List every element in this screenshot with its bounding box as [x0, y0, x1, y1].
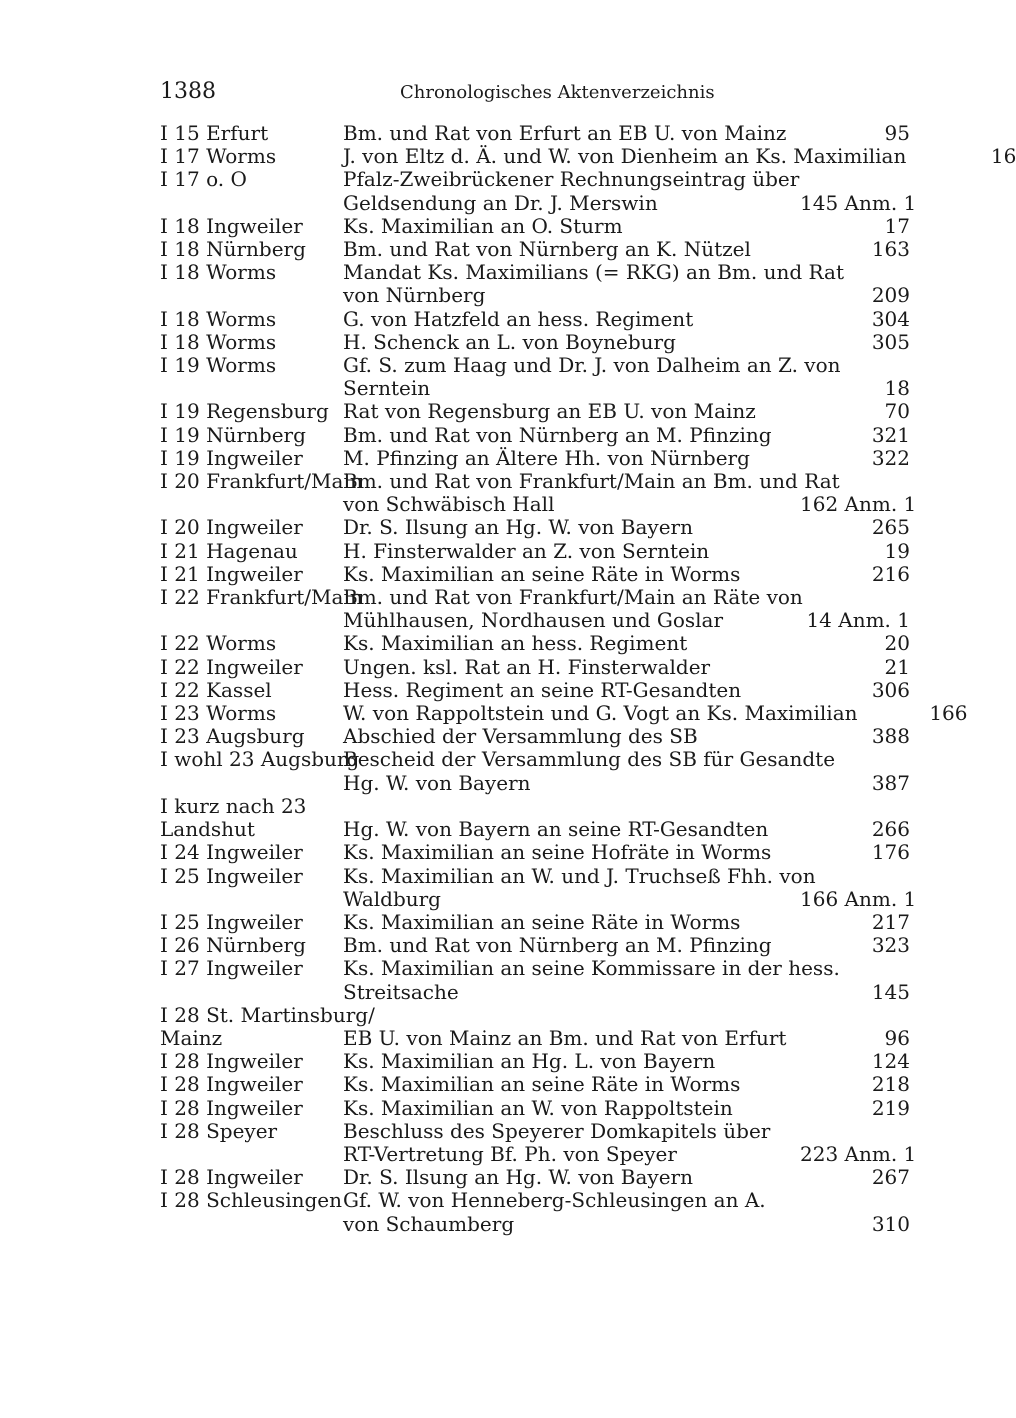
entry-description: M. Pfinzing an Ältere Hh. von Nürnberg: [343, 445, 750, 470]
entry-reference-number: 19: [884, 538, 910, 563]
register-line: [160, 679, 910, 702]
entry-reference-number: 323: [871, 933, 910, 958]
register-line: [160, 1189, 910, 1212]
entry-description: Gf. S. zum Haag und Dr. J. von Dalheim an Z. von: [343, 353, 841, 378]
entry-date-place: [160, 1143, 343, 1166]
entry-description: Bm. und Rat von Nürnberg an K. Nützel: [343, 237, 751, 262]
register-line: [160, 540, 910, 563]
entry-description: Abschied der Versammlung des SB: [343, 724, 698, 749]
entry-reference-number: 21: [884, 654, 910, 679]
entry-date-place: I wohl 23 Augsburg: [160, 747, 360, 772]
entry-description: Gf. W. von Henneberg-Schleusingen an A.: [343, 1188, 766, 1213]
entry-reference-number: 18: [884, 376, 910, 401]
entry-date-place: [160, 1213, 343, 1236]
entry-date-place: I 28 Ingweiler: [160, 1165, 303, 1190]
entry-description: Hg. W. von Bayern an seine RT-Gesandten: [343, 817, 769, 842]
entry-description: Geldsendung an Dr. J. Merswin: [343, 190, 658, 215]
register-line: [160, 447, 910, 470]
entry-reference-number: 145 Anm. 1: [800, 190, 917, 215]
entry-date-place: I 28 St. Martinsburg/: [160, 1002, 375, 1027]
entry-description: Beschluss des Speyerer Domkapitels über: [343, 1118, 771, 1143]
register-line: [160, 190, 917, 215]
entry-reference-number: [835, 748, 945, 771]
entry-date-place: [160, 284, 343, 307]
entry-reference-number: 14 Anm. 1: [806, 608, 910, 633]
entry-date-place: Mainz: [160, 1025, 223, 1050]
register-line: [160, 934, 910, 957]
register-line: [160, 492, 917, 517]
entry-date-place: I 26 Nürnberg: [160, 933, 306, 958]
entry-reference-number: 166: [929, 701, 968, 726]
register-line: [160, 354, 910, 377]
entry-description: G. von Hatzfeld an hess. Regiment: [343, 306, 694, 331]
register-line: [160, 656, 910, 679]
register-line: [160, 215, 910, 238]
entry-reference-number: [800, 1004, 910, 1027]
entry-description: EB U. von Mainz an Bm. und Rat von Erfurt: [343, 1025, 787, 1050]
entry-reference-number: [840, 470, 950, 493]
entry-description: J. von Eltz d. Ä. und W. von Dienheim an Ks. Maximilian: [343, 144, 907, 169]
register-line: [160, 886, 917, 911]
entry-reference-number: [840, 957, 950, 980]
entry-reference-number: 166 Anm. 1: [800, 886, 917, 911]
register-line: [160, 284, 910, 307]
entry-reference-number: 265: [871, 515, 910, 540]
entry-description: Ks. Maximilian an seine Räte in Worms: [343, 909, 741, 934]
register-line: [160, 1213, 910, 1236]
register-line: [160, 122, 910, 145]
register-line: [160, 261, 910, 284]
register-line: [160, 632, 910, 655]
entry-reference-number: 163: [871, 237, 910, 262]
entry-date-place: I 22 Worms: [160, 631, 277, 656]
entry-date-place: I 17 Worms: [160, 144, 277, 169]
entry-description: [343, 1004, 800, 1027]
register-line: [160, 865, 910, 888]
entry-reference-number: 176: [871, 840, 910, 865]
register-line: [160, 701, 968, 726]
entry-date-place: [160, 192, 343, 215]
entry-reference-number: 16: [990, 144, 1016, 169]
register-line: [160, 1073, 910, 1096]
entry-reference-number: 266: [871, 817, 910, 842]
entry-date-place: I 18 Ingweiler: [160, 213, 303, 238]
register-line: [160, 1097, 910, 1120]
entry-description: Ks. Maximilian an Hg. L. von Bayern: [343, 1049, 716, 1074]
register-line: [160, 516, 910, 539]
entry-reference-number: 387: [871, 770, 910, 795]
register-line: [160, 1004, 910, 1027]
register-line: [160, 725, 910, 748]
entry-description: Dr. S. Ilsung an Hg. W. von Bayern: [343, 1165, 693, 1190]
entry-reference-number: 322: [871, 445, 910, 470]
register-line: [160, 911, 910, 934]
register-line: [160, 1120, 910, 1143]
entry-description: Bm. und Rat von Nürnberg an M. Pfinzing: [343, 933, 772, 958]
register-line: [160, 400, 910, 423]
entry-reference-number: 321: [871, 422, 910, 447]
running-title: Chronologisches Aktenverzeichnis: [400, 82, 715, 103]
entry-description: Ks. Maximilian an O. Sturm: [343, 213, 623, 238]
register-line: [160, 1141, 917, 1166]
entry-description: H. Schenck an L. von Boyneburg: [343, 329, 676, 354]
entry-date-place: I 20 Ingweiler: [160, 515, 303, 540]
entry-reference-number: 223 Anm. 1: [800, 1141, 917, 1166]
entry-description: Bm. und Rat von Frankfurt/Main an Räte von: [343, 585, 803, 610]
entry-reference-number: 145: [871, 979, 910, 1004]
entry-description: von Nürnberg: [343, 283, 486, 308]
entry-description: Ks. Maximilian an seine Räte in Worms: [343, 561, 741, 586]
page-number: 1388: [160, 79, 216, 104]
entry-date-place: [160, 609, 343, 632]
entry-date-place: I 25 Ingweiler: [160, 909, 303, 934]
entry-reference-number: [841, 354, 951, 377]
register-line: [160, 1027, 910, 1050]
entry-reference-number: [800, 1120, 910, 1143]
entry-description: Dr. S. Ilsung an Hg. W. von Bayern: [343, 515, 693, 540]
entry-date-place: [160, 493, 343, 516]
entry-date-place: I 28 Ingweiler: [160, 1049, 303, 1074]
entry-description: Ks. Maximilian an seine Räte in Worms: [343, 1072, 741, 1097]
register-line: [160, 609, 910, 632]
entry-date-place: I kurz nach 23: [160, 793, 307, 818]
entry-date-place: [160, 888, 343, 911]
entry-reference-number: [844, 261, 954, 284]
entry-reference-number: 70: [884, 399, 910, 424]
entry-date-place: I 24 Ingweiler: [160, 840, 303, 865]
entry-description: Waldburg: [343, 886, 441, 911]
entry-description: Streitsache: [343, 979, 459, 1004]
entry-date-place: I 19 Ingweiler: [160, 445, 303, 470]
entry-reference-number: 304: [871, 306, 910, 331]
entry-date-place: I 23 Worms: [160, 701, 277, 726]
entry-description: Bescheid der Versammlung des SB für Gesandte: [343, 747, 836, 772]
entry-description: Ks. Maximilian an seine Kommissare in der hess.: [343, 956, 840, 981]
entry-reference-number: 388: [871, 724, 910, 749]
register-line: [160, 748, 910, 771]
entry-description: Rat von Regensburg an EB U. von Mainz: [343, 399, 756, 424]
entry-description: Bm. und Rat von Erfurt an EB U. von Mainz: [343, 121, 787, 145]
entry-description: W. von Rappoltstein und G. Vogt an Ks. Maximilian: [343, 701, 858, 726]
entry-reference-number: 217: [871, 909, 910, 934]
register-line: [160, 470, 910, 493]
entry-date-place: I 18 Worms: [160, 306, 277, 331]
entry-description: Ks. Maximilian an W. und J. Truchseß Fhh. von: [343, 863, 816, 888]
register-line: [160, 957, 910, 980]
entry-date-place: I 28 Ingweiler: [160, 1072, 303, 1097]
register-line: [160, 1050, 910, 1073]
entry-description: Pfalz-Zweibrückener Rechnungseintrag über: [343, 167, 800, 192]
entry-reference-number: 216: [871, 561, 910, 586]
entry-description: Ks. Maximilian an W. von Rappoltstein: [343, 1095, 733, 1120]
entry-reference-number: 305: [871, 329, 910, 354]
entry-description: Hg. W. von Bayern: [343, 770, 531, 795]
entry-date-place: I 21 Ingweiler: [160, 561, 303, 586]
register-line: [160, 795, 910, 818]
entry-date-place: [160, 772, 343, 795]
entry-description: Ks. Maximilian an hess. Regiment: [343, 631, 688, 656]
entry-reference-number: [803, 586, 913, 609]
entry-date-place: I 19 Nürnberg: [160, 422, 306, 447]
register-line: [160, 563, 910, 586]
chronological-register: [160, 121, 1016, 1236]
entry-description: RT-Vertretung Bf. Ph. von Speyer: [343, 1141, 677, 1166]
entry-date-place: Landshut: [160, 817, 255, 842]
entry-reference-number: [816, 865, 926, 888]
entry-reference-number: 310: [871, 1211, 910, 1236]
register-line: [160, 144, 1016, 169]
register-line: [160, 772, 910, 795]
entry-description: [343, 795, 800, 818]
register-line: [160, 331, 910, 354]
entry-description: Hess. Regiment an seine RT-Gesandten: [343, 677, 742, 702]
entry-description: Ks. Maximilian an seine Hofräte in Worms: [343, 840, 772, 865]
entry-description: Bm. und Rat von Nürnberg an M. Pfinzing: [343, 422, 772, 447]
register-line: [160, 1166, 910, 1189]
entry-reference-number: 124: [871, 1049, 910, 1074]
entry-reference-number: 218: [871, 1072, 910, 1097]
entry-date-place: I 18 Worms: [160, 260, 277, 285]
register-line: [160, 586, 910, 609]
entry-reference-number: 17: [884, 213, 910, 238]
entry-reference-number: 219: [871, 1095, 910, 1120]
register-line: [160, 238, 910, 261]
entry-date-place: I 23 Augsburg: [160, 724, 305, 749]
entry-date-place: I 19 Worms: [160, 353, 277, 378]
entry-date-place: I 25 Ingweiler: [160, 863, 303, 888]
entry-date-place: I 18 Nürnberg: [160, 237, 306, 262]
entry-date-place: I 22 Kassel: [160, 677, 272, 702]
register-line: [160, 308, 910, 331]
entry-reference-number: 306: [871, 677, 910, 702]
entry-date-place: I 19 Regensburg: [160, 399, 329, 424]
entry-description: von Schwäbisch Hall: [343, 492, 555, 517]
entry-description: Ungen. ksl. Rat an H. Finsterwalder: [343, 654, 711, 679]
register-line: [160, 818, 910, 841]
entry-reference-number: 96: [884, 1025, 910, 1050]
entry-date-place: I 22 Frankfurt/Main: [160, 585, 363, 610]
entry-date-place: I 15 Erfurt: [160, 121, 269, 145]
entry-date-place: I 20 Frankfurt/Main: [160, 469, 363, 494]
entry-date-place: I 28 Speyer: [160, 1118, 278, 1143]
entry-date-place: I 28 Schleusingen: [160, 1188, 343, 1213]
entry-reference-number: 20: [884, 631, 910, 656]
entry-description: von Schaumberg: [343, 1211, 515, 1236]
entry-date-place: [160, 377, 343, 400]
entry-reference-number: [800, 168, 910, 191]
entry-date-place: [160, 981, 343, 1004]
register-line: [160, 168, 910, 191]
entry-reference-number: 95: [884, 121, 910, 145]
entry-date-place: I 27 Ingweiler: [160, 956, 303, 981]
entry-reference-number: 162 Anm. 1: [800, 492, 917, 517]
entry-description: Mandat Ks. Maximilians (= RKG) an Bm. und Rat: [343, 260, 844, 285]
register-line: [160, 424, 910, 447]
entry-date-place: I 28 Ingweiler: [160, 1095, 303, 1120]
register-line: [160, 981, 910, 1004]
entry-description: Bm. und Rat von Frankfurt/Main an Bm. und Rat: [343, 469, 840, 494]
entry-date-place: I 18 Worms: [160, 329, 277, 354]
entry-description: Mühlhausen, Nordhausen und Goslar: [343, 608, 724, 633]
entry-description: H. Finsterwalder an Z. von Serntein: [343, 538, 710, 563]
entry-reference-number: [800, 795, 910, 818]
entry-date-place: I 21 Hagenau: [160, 538, 298, 563]
entry-reference-number: [800, 1189, 910, 1212]
entry-date-place: I 22 Ingweiler: [160, 654, 303, 679]
entry-date-place: I 17 o. O: [160, 167, 247, 192]
entry-reference-number: 267: [871, 1165, 910, 1190]
register-line: [160, 841, 910, 864]
register-line: [160, 377, 910, 400]
entry-reference-number: 209: [871, 283, 910, 308]
entry-description: Serntein: [343, 376, 431, 401]
